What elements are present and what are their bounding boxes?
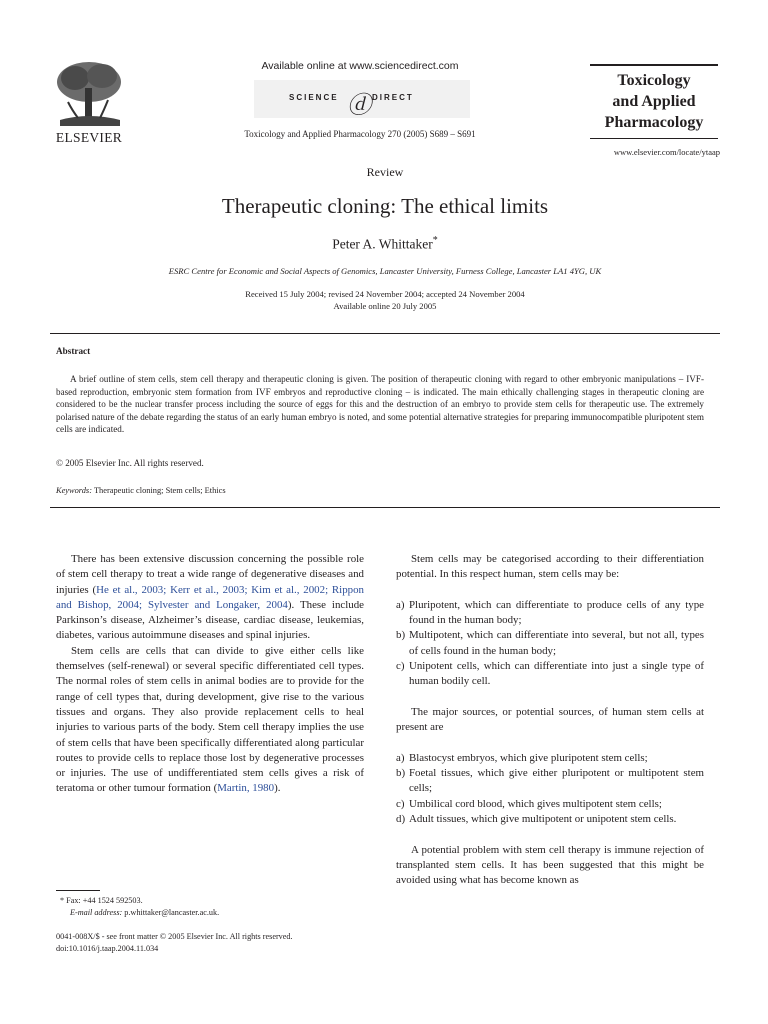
list-text: Adult tissues, which give multipotent or unipotent stem cells. bbox=[409, 813, 677, 826]
article-title: Therapeutic cloning: The ethical limits bbox=[221, 194, 549, 218]
email-label: E-mail address: bbox=[70, 908, 123, 918]
list-text: Foetal tissues, which give either pluripotent or multipotent stem cells; bbox=[409, 767, 704, 795]
right-paragraph-2: The major sources, or potential sources, of human stem cells at present are bbox=[396, 705, 704, 734]
left-p2-text-b: ). bbox=[274, 782, 281, 795]
citation-link[interactable]: Martin, 1980 bbox=[217, 782, 275, 795]
keywords bbox=[56, 486, 226, 495]
spacer bbox=[396, 736, 704, 751]
right-paragraph-1: Stem cells may be categorised according to their differentiation potential. In this respect human, stem cells may be: bbox=[396, 553, 704, 581]
available-online-date: Available online 20 July 2005 bbox=[333, 301, 437, 311]
sciencedirect-right-word: DIRECT bbox=[372, 93, 414, 102]
list-item bbox=[396, 598, 704, 629]
author-name: Peter A. Whittaker bbox=[332, 236, 433, 252]
keywords-label: Keywords: bbox=[56, 486, 92, 495]
front-matter bbox=[56, 931, 293, 956]
list-text: Multipotent, which can differentiate into several, but not all, types of cells found in the human body; bbox=[409, 629, 704, 657]
list-label: d) bbox=[396, 813, 406, 826]
article-author bbox=[50, 235, 720, 253]
list-item bbox=[396, 797, 704, 812]
footnote-fax: * Fax: +44 1524 592503. bbox=[60, 896, 143, 905]
spacer bbox=[396, 827, 704, 842]
abstract-text: A brief outline of stem cells, stem cell therapy and therapeutic cloning is given. The position of therapeutic cloning with regard to other embryonic manipulations – IVF-based reproduction, embryonic stem formation from IVF embryos and reproductive cloning – is indicated. The main ethically challenging stages in therapeutic cloning are considered to be the nuclear transfer process including the source of eggs for this and the destruction of an embryo to provide stem cells for therapeutic use. The extremely polarised nature of the debate regarding the status of an early human embryo is noted, and some potential alternative strategies for preparing immunocompatible pluripotent stem cells are indicated. bbox=[56, 374, 704, 435]
list-text: Blastocyst embryos, which give pluripotent stem cells; bbox=[409, 751, 648, 764]
elsevier-logo bbox=[50, 58, 128, 148]
left-paragraph-1 bbox=[56, 552, 364, 644]
keywords-list: Therapeutic cloning; Stem cells; Ethics bbox=[93, 486, 226, 495]
left-p1-text-a: There has been extensive discussion concerning the possible role of stem cell therapy to treat a wide range of degenerative diseases and injuries ( bbox=[56, 553, 364, 596]
author-footnote-mark: * bbox=[432, 235, 438, 246]
right-paragraph-3: A potential problem with stem cell therapy is immune rejection of transplanted stem cells. It has been suggested that this might be avoided using what has become known as bbox=[396, 843, 704, 887]
list-text: Pluripotent, which can differentiate to produce cells of any type found in the human body; bbox=[409, 598, 704, 627]
list-item bbox=[396, 766, 704, 797]
article-type: Review bbox=[366, 165, 404, 179]
available-online-text: Available online at www.sciencedirect.com bbox=[261, 60, 459, 72]
author-affiliation: ESRC Centre for Economic and Social Aspects of Genomics, Lancaster University, Furness College, Lancaster LA1 4YG, UK bbox=[168, 266, 602, 276]
journal-logo-line-2: and Applied bbox=[612, 93, 696, 110]
body-right-column bbox=[396, 552, 704, 889]
sciencedirect-d-icon: ⓓ bbox=[347, 92, 371, 119]
abstract-heading: Abstract bbox=[56, 346, 91, 356]
elsevier-wordmark: ELSEVIER bbox=[55, 130, 123, 145]
list-item bbox=[396, 628, 704, 659]
list-text: Unipotent cells, which can differentiate into just a single type of human bodily cell. bbox=[409, 660, 704, 688]
sciencedirect-logo bbox=[254, 80, 470, 118]
list-item bbox=[396, 751, 704, 766]
list-text: Umbilical cord blood, which gives multipotent stem cells; bbox=[409, 797, 662, 810]
received-dates: Received 15 July 2004; revised 24 November 2004; accepted 24 November 2004 bbox=[245, 289, 525, 299]
issn-line: 0041-008X/$ - see front matter © 2005 Elsevier Inc. All rights reserved. bbox=[56, 932, 293, 941]
list-item bbox=[396, 812, 704, 827]
abstract-body bbox=[56, 373, 704, 436]
journal-citation: Toxicology and Applied Pharmacology 270 (2005) S689 – S691 bbox=[244, 129, 476, 139]
list-label: a) bbox=[396, 598, 405, 611]
list-label: c) bbox=[396, 660, 405, 673]
journal-url: www.elsevier.com/locate/ytaap bbox=[613, 147, 720, 157]
footnote-email-line bbox=[60, 907, 219, 919]
divider-bottom bbox=[50, 507, 720, 508]
journal-logo bbox=[590, 64, 718, 139]
footnote-rule bbox=[56, 890, 100, 891]
body-left-column bbox=[56, 552, 364, 797]
list-label: c) bbox=[396, 797, 405, 810]
doi-line[interactable]: doi:10.1016/j.taap.2004.11.034 bbox=[56, 944, 159, 954]
journal-logo-line-1: Toxicology bbox=[617, 72, 691, 89]
citation-link[interactable]: He et al., 2003; Kerr et al., 2003; Kim et al., 2002; Rippon and Bishop, 2004; Sylvester and Longaker, 2004 bbox=[56, 583, 364, 611]
divider-top bbox=[50, 333, 720, 334]
list-label: b) bbox=[396, 767, 406, 780]
sciencedirect-left-word: SCIENCE bbox=[289, 93, 339, 102]
spacer bbox=[396, 583, 704, 598]
list-item bbox=[396, 659, 704, 690]
journal-logo-line-3: Pharmacology bbox=[604, 114, 704, 131]
left-paragraph-2 bbox=[56, 644, 364, 797]
spacer bbox=[396, 690, 704, 705]
email-address[interactable]: p.whittaker@lancaster.ac.uk. bbox=[124, 908, 220, 918]
left-p2-text-a: Stem cells are cells that can divide to give either cells like themselves (self-renewal) or several specific differentiated cell types. The normal roles of stem cells in animal bodies are to provide for the range of cell types that, during development, give rise to the various tissues and organs. They also provide replacement cells to heal injuries to various parts of the body. Stem cell therapy implies the use of stem cells that have been specifically differentiated along particular routes to provide cells to replace those lost by degenerative processes or injuries. The use of undifferentiated stem cells gives a risk of teratoma or other tumour formation ( bbox=[56, 644, 364, 795]
article-dates bbox=[50, 288, 720, 312]
list-label: a) bbox=[396, 751, 405, 764]
abstract-copyright: © 2005 Elsevier Inc. All rights reserved. bbox=[56, 458, 204, 468]
author-footnote bbox=[60, 895, 219, 920]
left-p1-text-b: ). These include Parkinson’s disease, Alzheimer’s disease, cardiac disease, leukemias, diabetes, various autoimmune diseases and spinal injuries. bbox=[56, 598, 364, 642]
list-label: b) bbox=[396, 629, 406, 642]
elsevier-tree-icon bbox=[50, 58, 128, 128]
